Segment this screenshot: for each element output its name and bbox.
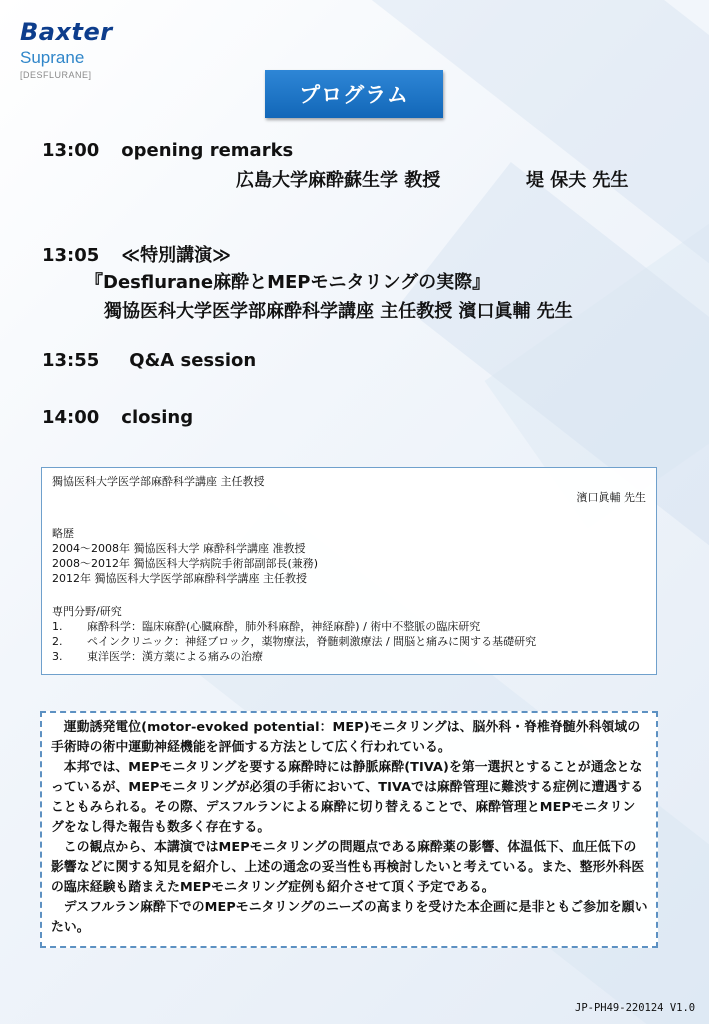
program-title: ≪特別講演≫ bbox=[121, 245, 231, 266]
program-title: Q&A session bbox=[129, 350, 257, 371]
specialty-number: 1. bbox=[52, 620, 63, 633]
program-banner: プログラム bbox=[265, 70, 443, 118]
opening-affiliation: 広島大学麻酔蘇生学 教授 bbox=[236, 170, 441, 191]
specialty-number: 2. bbox=[52, 635, 63, 648]
bio-specialty-heading: 専門分野/研究 bbox=[52, 605, 122, 618]
lecture-title: 『Desflurane麻酔とMEPモニタリングの実際』 bbox=[85, 272, 491, 293]
desflurane-label: [DESFLURANE] bbox=[20, 70, 92, 80]
opening-speaker: 堤 保夫 先生 bbox=[526, 170, 629, 191]
bio-history-item: 2008～2012年 獨協医科大学病院手術部副部長(兼務) bbox=[52, 557, 319, 570]
program-item-opening bbox=[42, 140, 293, 161]
bio-name: 濱口眞輔 先生 bbox=[576, 491, 646, 504]
program-time: 13:00 bbox=[42, 140, 100, 161]
bio-history-item: 2004～2008年 獨協医科大学 麻酔科学講座 准教授 bbox=[52, 542, 306, 555]
program-item-special-lecture bbox=[42, 241, 231, 267]
bio-specialty-item bbox=[52, 619, 480, 634]
program-item-qa bbox=[42, 350, 256, 371]
program-item-closing bbox=[42, 407, 193, 428]
specialty-text: 東洋医学：漢方薬による痛みの治療 bbox=[87, 650, 263, 663]
bio-specialty-item bbox=[52, 649, 263, 664]
suprane-logo: Suprane bbox=[20, 48, 85, 67]
program-title: opening remarks bbox=[121, 140, 294, 161]
summary-paragraph: 本邦では、MEPモニタリングを要する麻酔時には静脈麻酔(TIVA)を第一選択とすることが通念となっているが、MEPモニタリングが必須の手術において、TIVAでは麻酔管理に難渋する症例に遭遇することもみられる。その際、デスフルランによる麻酔に切り替えることで、麻酔管理とMEPモニタリングをなし得た報告も数多く存在する。 bbox=[51, 760, 644, 835]
bio-affiliation: 獨協医科大学医学部麻酔科学講座 主任教授 bbox=[52, 475, 265, 488]
lecture-speaker: 獨協医科大学医学部麻酔科学講座 主任教授 濱口眞輔 先生 bbox=[104, 301, 573, 322]
summary-paragraph: 運動誘発電位(motor-evoked potential：MEP)モニタリングは、脳外科・脊椎脊髄外科領域の手術時の術中運動神経機能を評価する方法として広く行われている。 bbox=[51, 720, 641, 755]
specialty-number: 3. bbox=[52, 650, 63, 663]
program-time: 14:00 bbox=[42, 407, 100, 428]
program-title: closing bbox=[121, 407, 194, 428]
specialty-text: 麻酔科学：臨床麻酔(心臓麻酔，肺外科麻酔，神経麻酔) / 術中不整脈の臨床研究 bbox=[87, 620, 481, 633]
bio-history-item: 2012年 獨協医科大学医学部麻酔科学講座 主任教授 bbox=[52, 572, 307, 585]
bio-specialty-item bbox=[52, 634, 536, 649]
program-time: 13:05 bbox=[42, 245, 100, 266]
summary-paragraph: デスフルラン麻酔下でのMEPモニタリングのニーズの高まりを受けた本企画に是非ともご参加を願いたい。 bbox=[51, 900, 648, 935]
baxter-logo: Baxter bbox=[20, 18, 113, 46]
lecture-summary-box bbox=[40, 711, 658, 948]
summary-paragraph: この観点から、本講演ではMEPモニタリングの問題点である麻酔薬の影響、体温低下、血圧低下の影響などに関する知見を紹介し、上述の通念の妥当性も再検討したいと考えている。また、整形外科医の臨床経験も踏まえたMEPモニタリング症例も紹介させて頂く予定である。 bbox=[51, 840, 645, 895]
program-time: 13:55 bbox=[42, 350, 100, 371]
document-code: JP-PH49-220124 V1.0 bbox=[575, 1002, 696, 1014]
speaker-bio-box bbox=[41, 467, 657, 675]
specialty-text: ペインクリニック：神経ブロック，薬物療法，脊髄刺激療法 / 間脳と痛みに関する基礎研究 bbox=[87, 635, 537, 648]
bio-history-heading: 略歴 bbox=[52, 527, 74, 540]
